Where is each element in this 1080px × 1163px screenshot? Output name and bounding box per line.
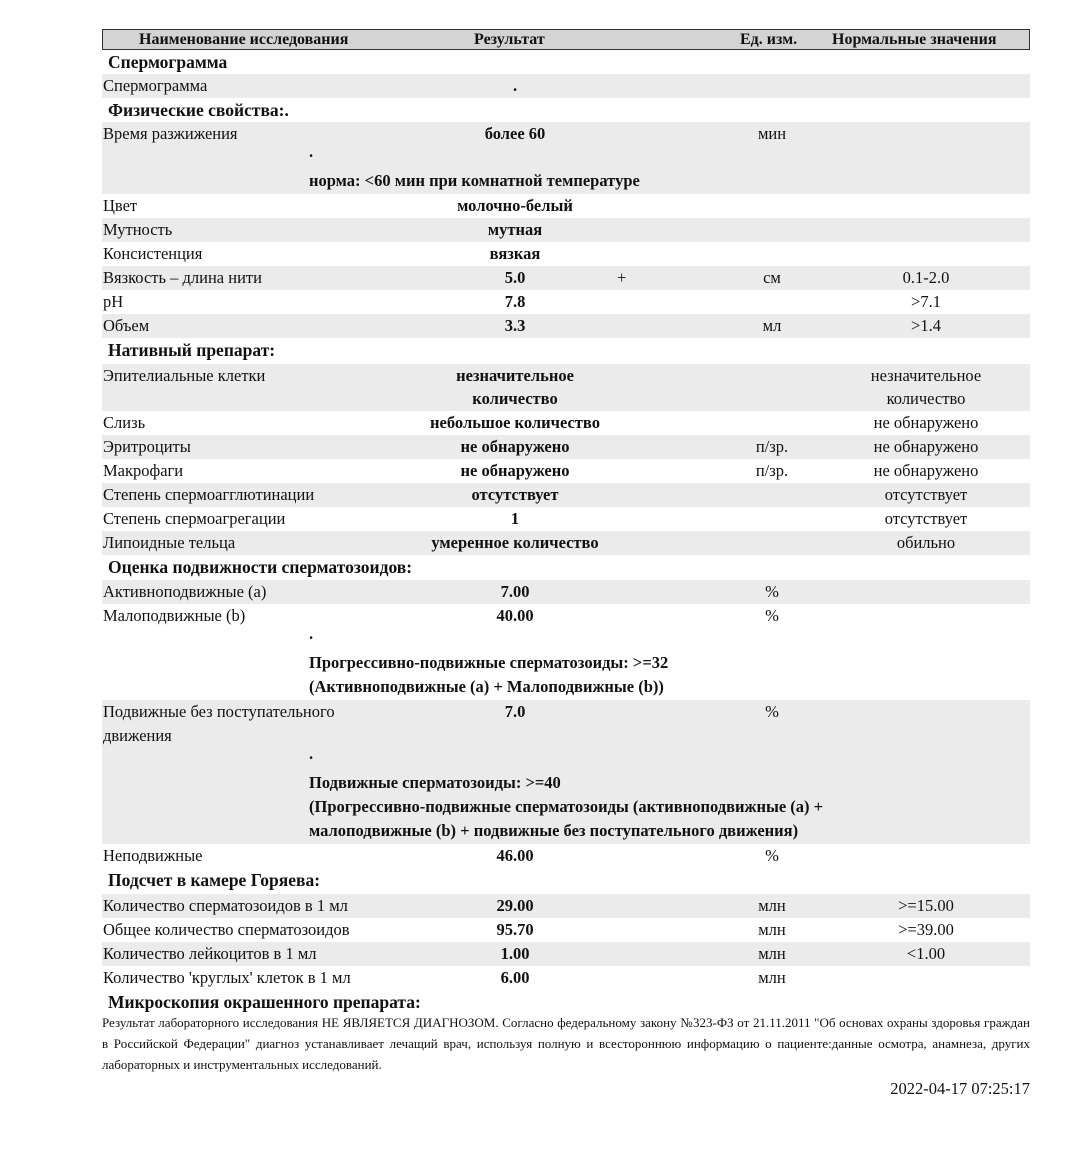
lab-report <box>102 29 1030 1099</box>
header-norm: Нормальные значения <box>832 31 997 48</box>
row-result: 6.00 <box>500 968 530 987</box>
row-unit: см <box>763 268 781 287</box>
row-unit: % <box>765 606 779 625</box>
table-row <box>102 74 1030 98</box>
row-norm: >=15.00 <box>898 896 954 915</box>
row-name: Липоидные тельца <box>103 533 236 552</box>
row-result: небольшое количество <box>430 413 600 432</box>
row-name: Подвижные без поступательного <box>103 702 335 721</box>
row-result: количество <box>472 389 558 408</box>
table-row <box>102 364 1030 411</box>
row-name: движения <box>103 726 172 745</box>
row-name: Спермограмма <box>103 76 208 95</box>
row-note: Подвижные сперматозоиды: >=40 <box>309 773 561 792</box>
row-note-dot: . <box>309 142 314 161</box>
table-row <box>102 966 1030 990</box>
section-motility: Оценка подвижности сперматозоидов: <box>108 557 413 577</box>
row-norm: >=39.00 <box>898 920 954 939</box>
section-microscopy: Микроскопия окрашенного препарата: <box>108 992 421 1012</box>
row-name: Вязкость – длина нити <box>103 268 262 287</box>
table-row <box>102 290 1030 314</box>
abnormal-flag: + <box>617 268 627 287</box>
table-row <box>102 218 1030 242</box>
row-result: отсутствует <box>471 485 559 504</box>
row-name: Количество 'круглых' клеток в 1 мл <box>103 968 351 987</box>
row-unit: % <box>765 846 779 865</box>
row-unit: млн <box>758 968 786 987</box>
row-result: 7.0 <box>504 702 526 721</box>
row-name: Макрофаги <box>103 461 184 480</box>
table-row <box>102 459 1030 483</box>
row-unit: % <box>765 702 779 721</box>
row-result: 3.3 <box>504 316 526 335</box>
table-row <box>102 435 1030 459</box>
row-name: Количество лейкоцитов в 1 мл <box>103 944 317 963</box>
table-row <box>102 242 1030 266</box>
table-row <box>102 942 1030 966</box>
row-norm: отсутствует <box>884 485 968 504</box>
row-name: Степень спермоагрегации <box>103 509 286 528</box>
row-unit: млн <box>758 944 786 963</box>
legal-disclaimer: Результат лабораторного исследования НЕ ЯВЛЯЕТСЯ ДИАГНОЗОМ. Согласно федеральному закону №323-ФЗ от 21.11.2011 "Об основах охраны здоровья граждан в Российской Федерации" диагноз устанавливает лечащий врач, используя полную и всестороннюю информацию о пациенте:данные осмотра, анамнеза, других лабораторных и инструментальных исследований. <box>102 1015 1030 1072</box>
row-unit: п/зр. <box>755 461 789 480</box>
table-row <box>102 894 1030 918</box>
row-name: Мутность <box>103 220 173 239</box>
row-result: 7.00 <box>500 582 530 601</box>
row-result: . <box>512 76 518 95</box>
section-native: Нативный препарат: <box>108 340 276 360</box>
table-header <box>102 29 1030 50</box>
table-row <box>102 266 1030 290</box>
row-name: Консистенция <box>103 244 203 263</box>
row-name: Малоподвижные (b) <box>103 606 246 625</box>
row-name: Неподвижные <box>103 846 203 865</box>
row-norm: незначительное <box>870 366 982 385</box>
row-result: молочно-белый <box>457 196 573 215</box>
row-norm: обильно <box>896 533 956 552</box>
row-norm: <1.00 <box>906 944 946 963</box>
row-result: мутная <box>487 220 543 239</box>
table-row <box>102 194 1030 218</box>
row-note: (Прогрессивно-подвижные сперматозоиды (активноподвижные (а) + <box>309 797 824 816</box>
row-name: Эритроциты <box>103 437 191 456</box>
row-name: Активноподвижные (a) <box>103 582 267 601</box>
row-name: Эпителиальные клетки <box>103 366 266 385</box>
row-name: Слизь <box>103 413 146 432</box>
row-norm: количество <box>886 389 966 408</box>
row-name: Общее количество сперматозоидов <box>103 920 350 939</box>
row-result: 1 <box>510 509 520 528</box>
row-result: не обнаружено <box>460 461 570 480</box>
row-name: Цвет <box>103 196 138 215</box>
header-name: Наименование исследования <box>139 31 349 48</box>
table-row <box>102 314 1030 338</box>
table-row <box>102 844 1030 868</box>
row-norm: 0.1-2.0 <box>902 268 950 287</box>
row-result: 5.0 <box>504 268 526 287</box>
section-goryaev: Подсчет в камере Горяева: <box>108 870 321 890</box>
table-row <box>102 918 1030 942</box>
row-name: Количество сперматозоидов в 1 мл <box>103 896 348 915</box>
row-name: Время разжижения <box>103 124 238 143</box>
report-timestamp: 2022-04-17 07:25:17 <box>890 1079 1030 1098</box>
row-norm: не обнаружено <box>873 413 979 432</box>
table-row <box>102 411 1030 435</box>
header-result: Результат <box>474 31 545 48</box>
row-result: 1.00 <box>500 944 530 963</box>
row-result: незначительное <box>456 366 574 385</box>
row-norm: >1.4 <box>911 316 941 335</box>
row-norm: >7.1 <box>911 292 941 311</box>
header-unit: Ед. изм. <box>740 31 798 48</box>
row-norm: не обнаружено <box>873 437 979 456</box>
row-result: не обнаружено <box>460 437 570 456</box>
row-unit: % <box>765 582 779 601</box>
row-unit: п/зр. <box>755 437 789 456</box>
section-spermogram: Спермограмма <box>108 52 228 72</box>
row-result: 46.00 <box>496 846 534 865</box>
row-result: 29.00 <box>496 896 534 915</box>
row-note: норма: <60 мин при комнатной температуре <box>309 171 640 190</box>
row-result: вязкая <box>489 244 541 263</box>
row-note-dot: . <box>309 624 314 643</box>
row-note: (Активноподвижные (а) + Малоподвижные (b)) <box>309 677 664 696</box>
section-physical: Физические свойства:. <box>108 100 289 120</box>
row-result: более 60 <box>484 124 546 143</box>
row-unit: мин <box>757 124 787 143</box>
row-result: 7.8 <box>504 292 526 311</box>
row-result: 40.00 <box>496 606 534 625</box>
table-row <box>102 483 1030 507</box>
row-norm: отсутствует <box>884 509 968 528</box>
row-note: малоподвижные (b) + подвижные без поступательного движения) <box>309 821 799 840</box>
row-name: Степень спермоагглютинации <box>103 485 315 504</box>
table-row <box>102 122 1030 194</box>
table-row <box>102 700 1030 844</box>
row-result: умеренное количество <box>431 533 599 552</box>
row-result: 95.70 <box>496 920 534 939</box>
row-name: pH <box>103 292 124 311</box>
row-norm: не обнаружено <box>873 461 979 480</box>
row-note-dot: . <box>309 744 314 763</box>
table-row <box>102 507 1030 531</box>
table-row <box>102 580 1030 604</box>
row-unit: мл <box>762 316 782 335</box>
row-note: Прогрессивно-подвижные сперматозоиды: >=32 <box>309 653 669 672</box>
table-row <box>102 604 1030 700</box>
row-unit: млн <box>758 896 786 915</box>
table-row <box>102 531 1030 555</box>
row-unit: млн <box>758 920 786 939</box>
row-name: Объем <box>103 316 150 335</box>
